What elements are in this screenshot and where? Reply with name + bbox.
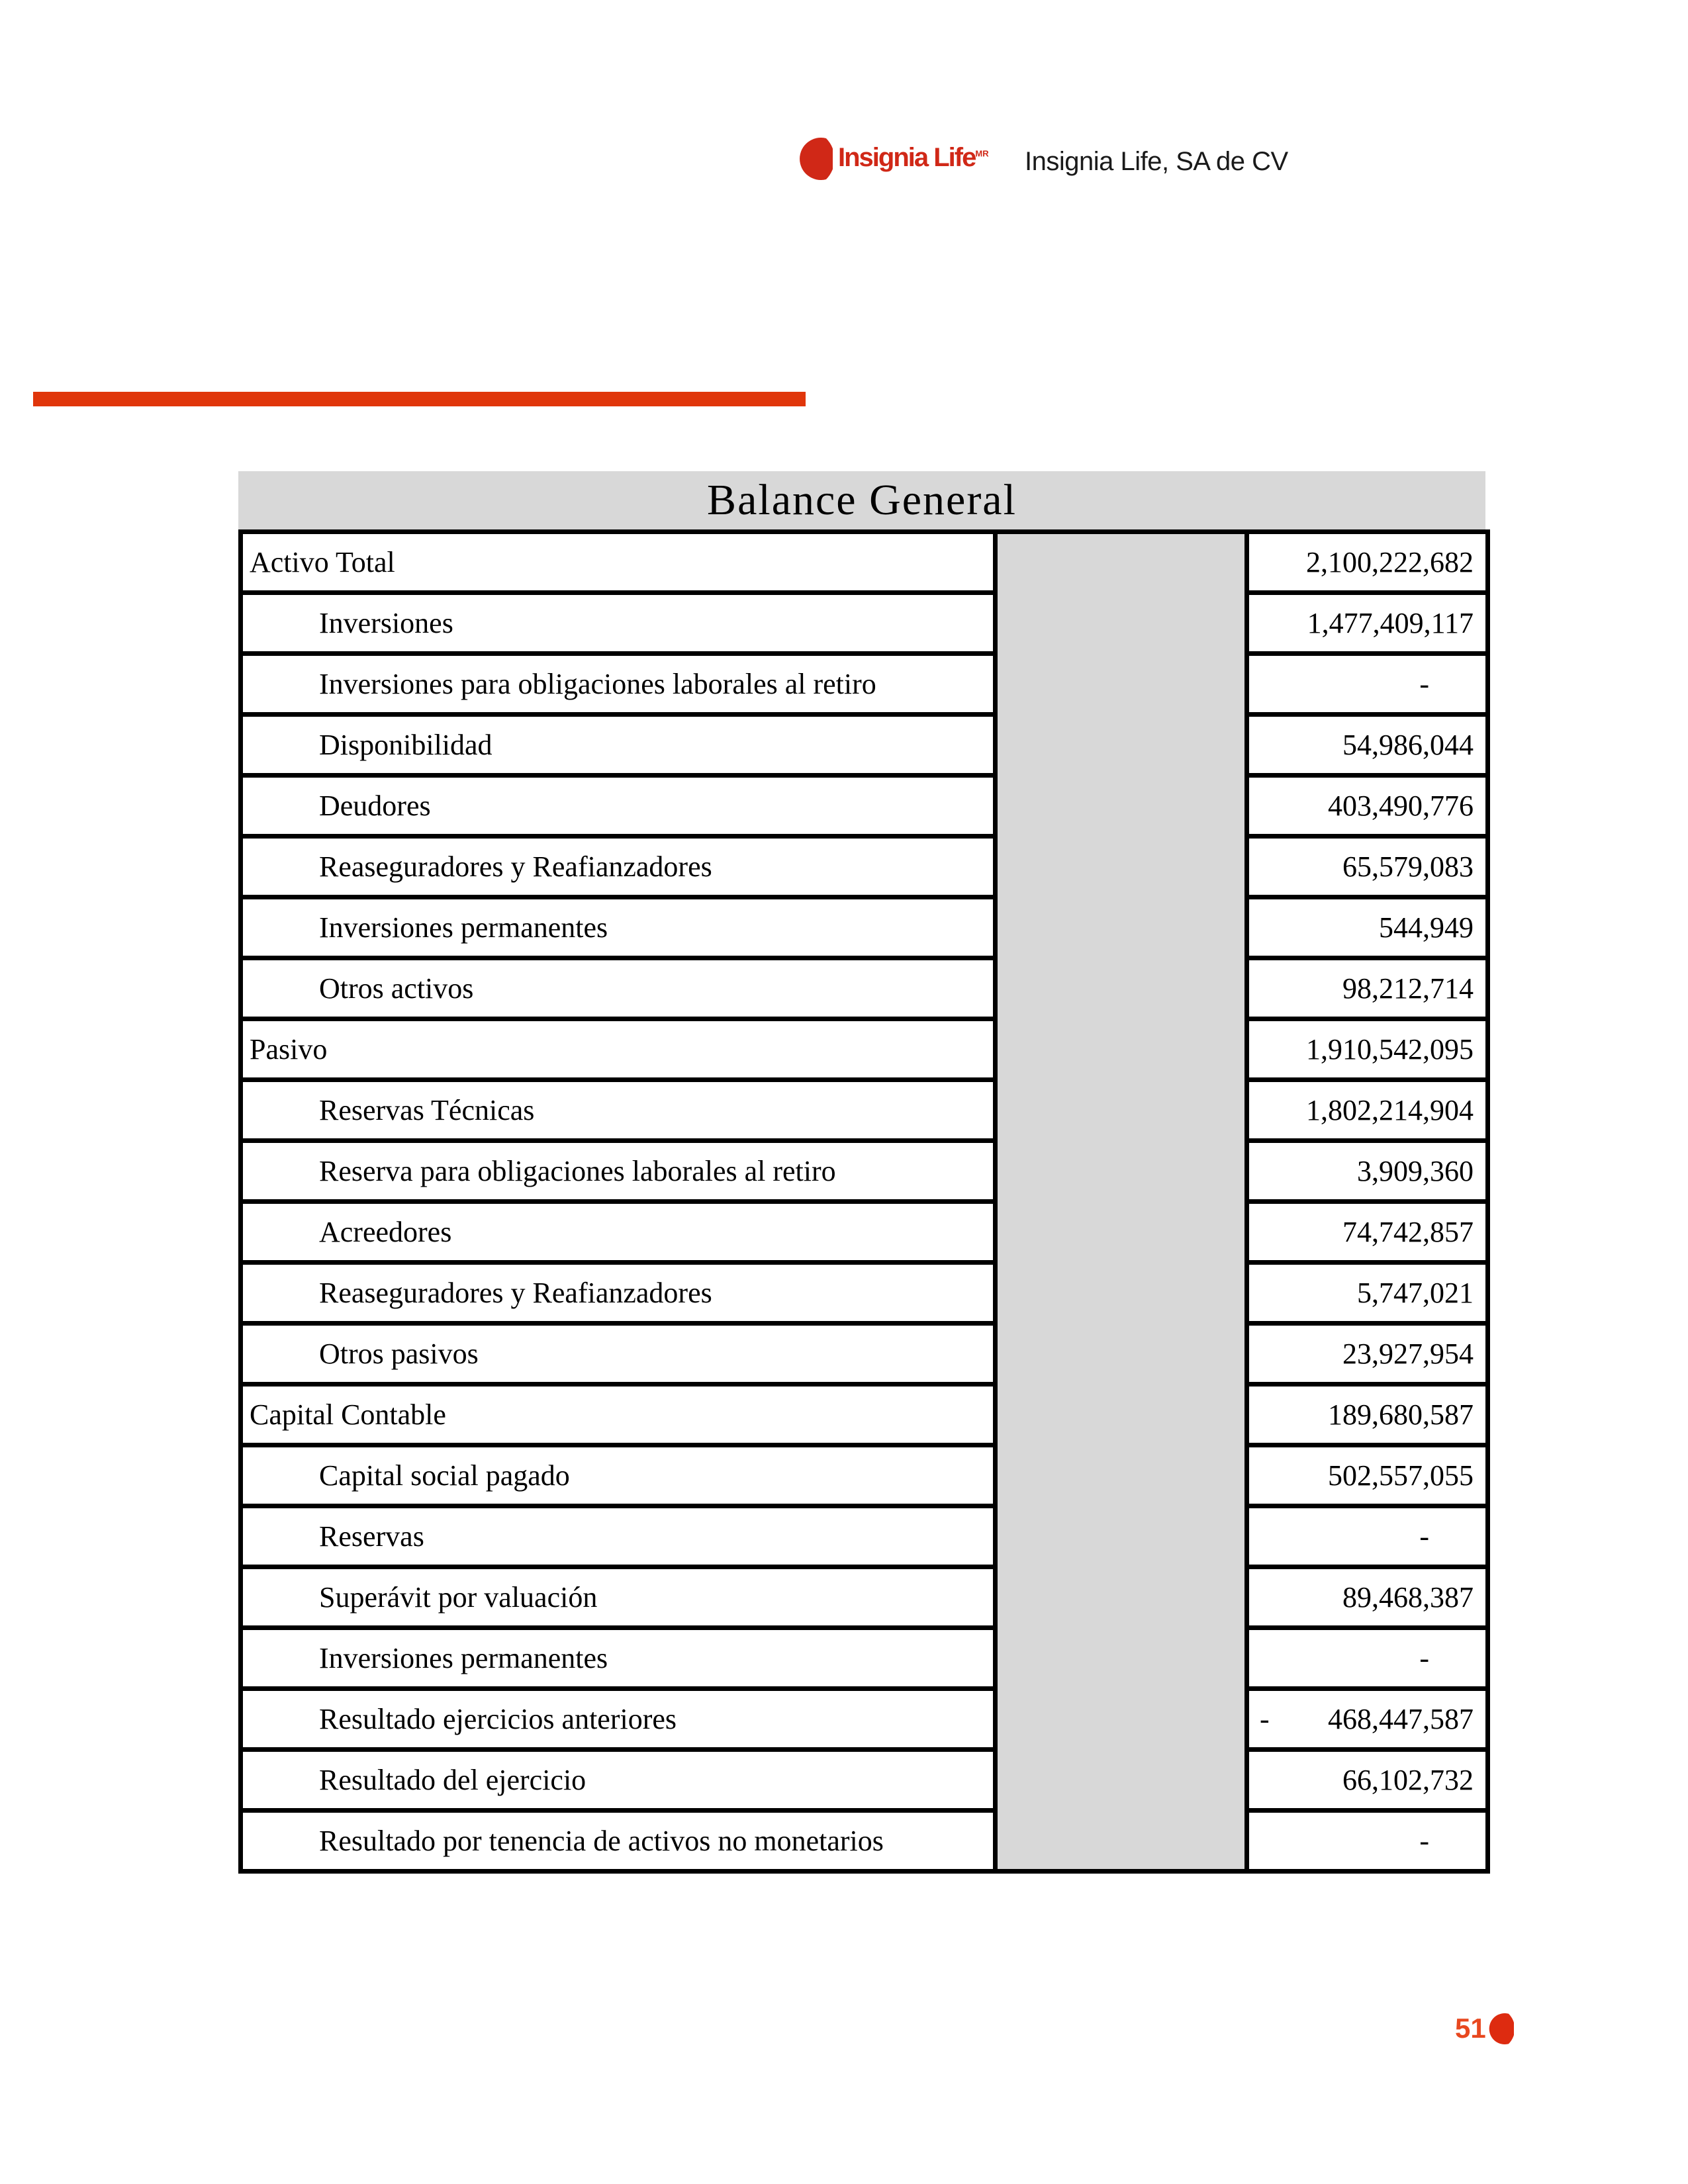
row-label: Inversiones permanentes <box>241 1628 996 1689</box>
table-title: Balance General <box>238 471 1485 529</box>
insignia-life-logo-text <box>838 143 989 173</box>
row-value: 1,477,409,117 <box>1247 593 1488 654</box>
page-number: 51 <box>1455 2013 1486 2044</box>
table-row <box>241 1324 1488 1385</box>
company-name: Insignia Life, SA de CV <box>1025 147 1288 176</box>
row-label: Otros activos <box>241 958 996 1019</box>
row-value: 5,747,021 <box>1247 1263 1488 1324</box>
page-header <box>0 0 1688 265</box>
row-label: Reservas Técnicas <box>241 1080 996 1141</box>
balance-table <box>238 529 1490 1874</box>
table-row <box>241 1019 1488 1080</box>
row-value: 189,680,587 <box>1247 1385 1488 1445</box>
footer-crescent-icon <box>1489 2013 1514 2044</box>
table-row <box>241 1202 1488 1263</box>
table-row <box>241 532 1488 593</box>
row-label: Inversiones <box>241 593 996 654</box>
table-row <box>241 1811 1488 1872</box>
row-label: Reserva para obligaciones laborales al retiro <box>241 1141 996 1202</box>
row-value: 74,742,857 <box>1247 1202 1488 1263</box>
row-value: 65,579,083 <box>1247 837 1488 897</box>
row-value: - <box>1247 1628 1488 1689</box>
row-label: Superávit por valuación <box>241 1567 996 1628</box>
spacer-column <box>996 532 1247 1872</box>
table-row <box>241 654 1488 715</box>
table-row <box>241 1689 1488 1750</box>
table-row <box>241 593 1488 654</box>
row-value: 2,100,222,682 <box>1247 532 1488 593</box>
row-label: Pasivo <box>241 1019 996 1080</box>
table-row <box>241 1141 1488 1202</box>
table-row <box>241 1263 1488 1324</box>
balance-sheet <box>238 471 1485 1874</box>
row-label: Capital social pagado <box>241 1445 996 1506</box>
negative-sign: - <box>1260 1703 1270 1735</box>
row-value: 23,927,954 <box>1247 1324 1488 1385</box>
row-value: - <box>1247 1506 1488 1567</box>
page-footer <box>1455 2012 1514 2045</box>
negative-amount: 468,447,587 <box>1328 1703 1474 1735</box>
table-row <box>241 1567 1488 1628</box>
row-label: Otros pasivos <box>241 1324 996 1385</box>
row-label: Inversiones permanentes <box>241 897 996 958</box>
row-label: Resultado ejercicios anteriores <box>241 1689 996 1750</box>
row-label: Disponibilidad <box>241 715 996 776</box>
table-row <box>241 837 1488 897</box>
table-row <box>241 1506 1488 1567</box>
row-value: - <box>1247 1811 1488 1872</box>
trademark-superscript: MR <box>975 148 989 159</box>
row-value: 89,468,387 <box>1247 1567 1488 1628</box>
table-row <box>241 897 1488 958</box>
row-value: 1,910,542,095 <box>1247 1019 1488 1080</box>
row-label: Resultado por tenencia de activos no monetarios <box>241 1811 996 1872</box>
table-row <box>241 1445 1488 1506</box>
row-value: 544,949 <box>1247 897 1488 958</box>
row-label: Reaseguradores y Reafianzadores <box>241 837 996 897</box>
row-value <box>1247 1689 1488 1750</box>
row-label: Acreedores <box>241 1202 996 1263</box>
row-value: 1,802,214,904 <box>1247 1080 1488 1141</box>
table-row <box>241 776 1488 837</box>
table-row <box>241 958 1488 1019</box>
table-row <box>241 715 1488 776</box>
row-label: Reservas <box>241 1506 996 1567</box>
row-value: 3,909,360 <box>1247 1141 1488 1202</box>
insignia-life-crescent-icon <box>800 138 833 180</box>
table-row <box>241 1385 1488 1445</box>
row-value: 502,557,055 <box>1247 1445 1488 1506</box>
row-value: - <box>1247 654 1488 715</box>
row-label: Deudores <box>241 776 996 837</box>
row-label: Capital Contable <box>241 1385 996 1445</box>
logo-wordmark: Insignia Life <box>838 143 976 172</box>
accent-bar <box>33 392 806 406</box>
row-value: 66,102,732 <box>1247 1750 1488 1811</box>
row-value: 403,490,776 <box>1247 776 1488 837</box>
row-value: 98,212,714 <box>1247 958 1488 1019</box>
table-row <box>241 1628 1488 1689</box>
table-row <box>241 1080 1488 1141</box>
row-label: Reaseguradores y Reafianzadores <box>241 1263 996 1324</box>
row-label: Resultado del ejercicio <box>241 1750 996 1811</box>
row-label: Inversiones para obligaciones laborales al retiro <box>241 654 996 715</box>
table-row <box>241 1750 1488 1811</box>
row-label: Activo Total <box>241 532 996 593</box>
row-value: 54,986,044 <box>1247 715 1488 776</box>
